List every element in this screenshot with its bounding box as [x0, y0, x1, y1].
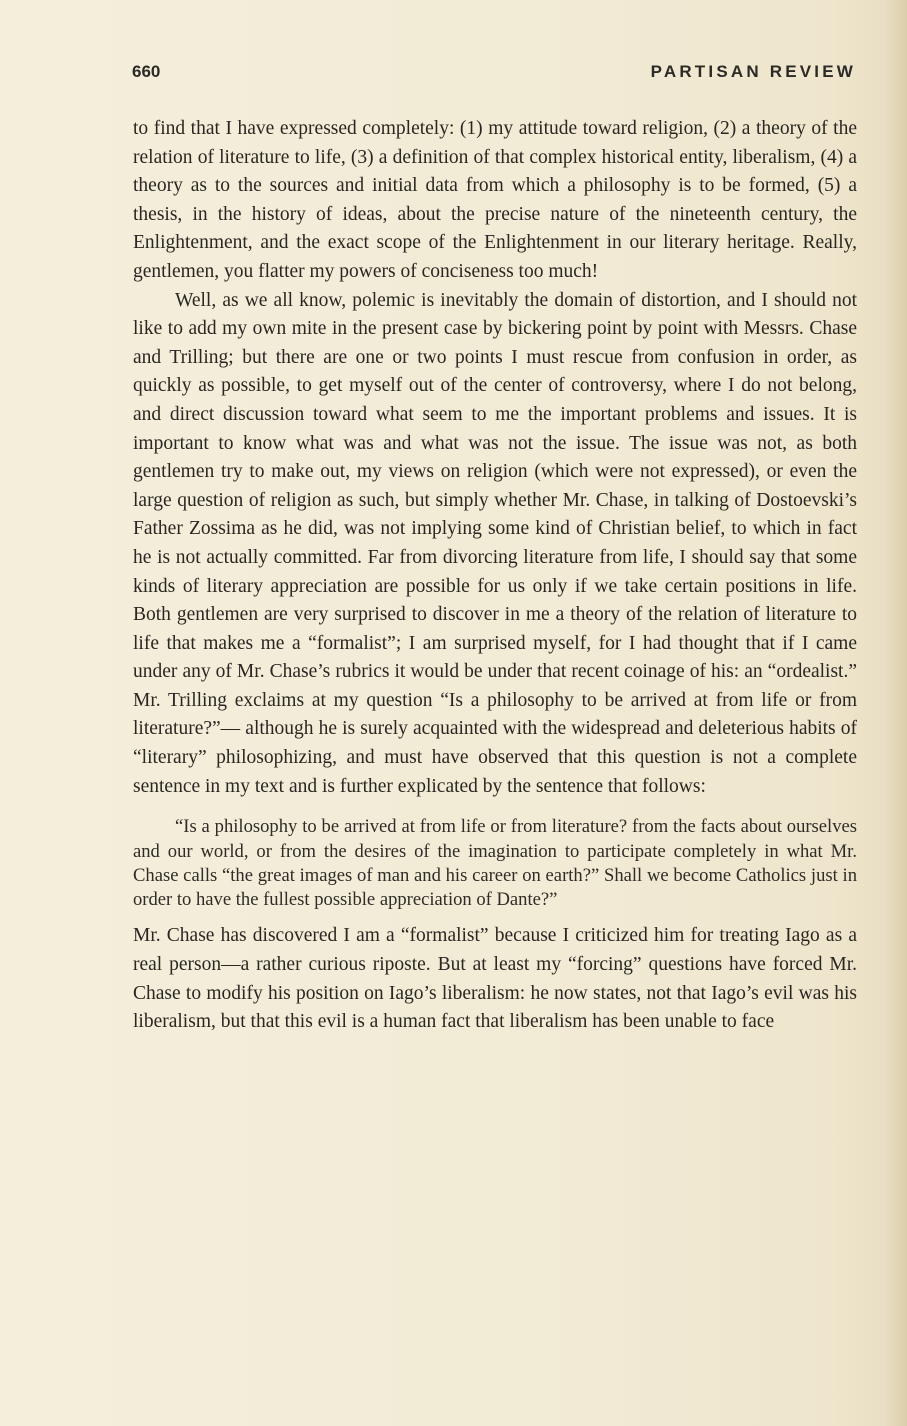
page-number: 660: [132, 62, 161, 81]
paragraph: Well, as we all know, polemic is inevitably the domain of distortion, and I should not like to add my own mite in the present case by bickering point by point with Messrs. Chase and Trilling; but there are one or two points I must rescue from confusion in order, as quickly as possible, to get myself out of the center of controversy, where I do not belong, and direct discussion toward what seem to me the important problems and issues. It is important to know what was and what was not the issue. The issue was not, as both gentlemen try to make out, my views on religion (which were not expressed), or even the large question of religion as such, but simply whether Mr. Chase, in talking of Dostoevski’s Father Zossima as he did, was not implying some kind of Christian belief, to which in fact he is not actually committed. Far from divorcing literature from life, I should say that some kinds of literary appreciation are possible for us only if we take certain positions in life. Both gentlemen are very surprised to discover in me a theory of the relation of literature to life that makes me a “formalist”; I am surprised myself, for I had thought that if I came under any of Mr. Chase’s rubrics it would be under that recent coinage of his: an “ordealist.” Mr. Trilling exclaims at my question “Is a philosophy to be arrived at from life or from literature?”— although he is surely acquainted with the widespread and deleterious habits of “literary” philosophizing, and must have observed that this question is not a complete sentence in my text and is further explicated by the sentence that follows:: [133, 289, 857, 797]
body-text: [133, 115, 857, 1037]
paragraph-continued: to find that I have expressed completely: (1) my attitude toward religion, (2) a theory of the relation of literature to life, (3) a definition of that complex historical entity, liberalism, (4) a theory as to the sources and initial data from which a philosophy is to be formed, (5) a thesis, in the history of ideas, about the precise nature of the nineteenth century, the Enlightenment, and the exact scope of the Enlightenment in our literary heritage. Really, gentlemen, you flatter my powers of conciseness too much!: [133, 118, 857, 282]
paragraph: Mr. Chase has discovered I am a “formalist” because I criticized him for treating Iago as a real person—a rather curious riposte. But at least my “forcing” questions have forced Mr. Chase to modify his position on Iago’s liberalism: he now states, not that Iago’s evil was his liberalism, but that this evil is a human fact that liberalism has been unable to face: [133, 925, 857, 1033]
journal-title: PARTISAN REVIEW: [650, 62, 856, 81]
running-head: [132, 62, 856, 88]
block-quote: “Is a philosophy to be arrived at from life or from literature? from the facts about ourselves and our world, or from the desires of the imagination to participate completely in what Mr. Chase calls “the great images of man and his career on earth?” Shall we become Catholics just in order to have the fullest possible appreciation of Dante?”: [133, 816, 857, 911]
page-edge-shading: [885, 0, 907, 1426]
